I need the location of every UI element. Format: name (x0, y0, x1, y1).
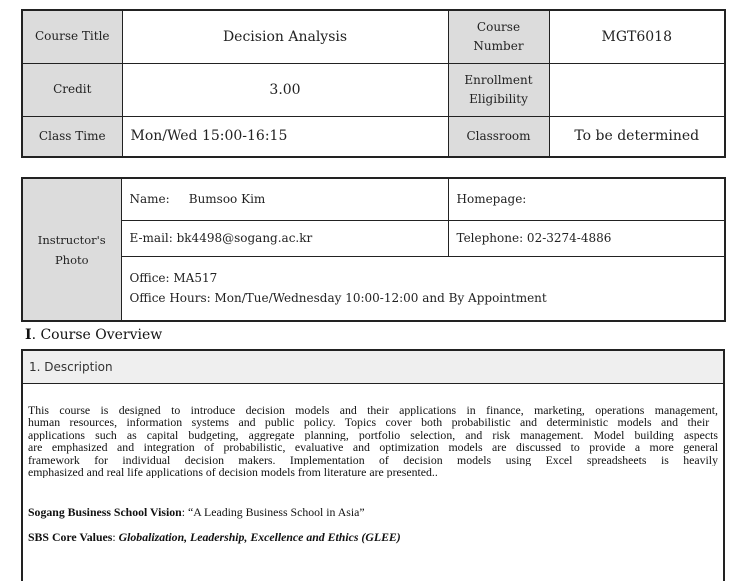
instructor-email[interactable]: E-mail: bk4498@sogang.ac.kr (121, 220, 448, 256)
instructor-photo (22, 178, 121, 321)
enrollment-label-line1: Enrollment (464, 72, 533, 87)
description-line: applications such as capital budgeting, aggregate planning, portfolio selection, and risk management. Model building aspects (28, 428, 718, 442)
description-header: 1. Description (23, 351, 723, 384)
classroom-value: To be determined (549, 116, 725, 157)
course-number-label-line1: Course (476, 19, 521, 34)
credit-label: Credit (22, 63, 122, 116)
course-title-label: Course Title (22, 10, 122, 63)
instructor-name: Name: Bumsoo Kim (121, 178, 448, 220)
photo-label-line1: Instructor's (37, 232, 106, 247)
enrollment-label (448, 63, 549, 116)
description-line: emphasized and real life applications of decision models from literature are presented.. (28, 465, 438, 479)
office-hours: Office Hours: Mon/Tue/Wednesday 10:00-12:00 and By Appointment (129, 291, 547, 306)
course-number-value: MGT6018 (549, 10, 725, 63)
course-title-value: Decision Analysis (122, 10, 448, 63)
core-values-label: SBS Core Values (28, 530, 113, 544)
course-number-label-line2: Number (473, 38, 524, 53)
credit-value: 3.00 (122, 63, 448, 116)
description-line: human resources, information systems and public policy. Topics cover both probabilistic and deterministic models and their (28, 416, 710, 429)
enrollment-value (549, 63, 725, 116)
section-title: . Course Overview (31, 327, 163, 343)
classroom-label: Classroom (448, 116, 549, 157)
enrollment-label-line2: Eligibility (469, 91, 528, 106)
description-line: This course is designed to introduce decision models and their applications in finance, marketing, operations management, (28, 404, 718, 417)
section-number: I (25, 327, 32, 343)
core-values-text: Globalization, Leadership, Excellence and Ethics (GLEE) (118, 530, 401, 544)
photo-label-line2: Photo (54, 252, 89, 267)
description-line: framework for individual decision makers. Implementation of decision models using Excel spreadsheets is heavily (28, 453, 718, 466)
course-info-table (21, 9, 726, 158)
description-body (28, 404, 718, 478)
office-location: Office: MA517 (129, 271, 218, 286)
description-box (21, 349, 725, 581)
class-time-value: Mon/Wed 15:00-16:15 (122, 116, 448, 157)
vision-label: Sogang Business School Vision (28, 505, 182, 519)
vision-statement (28, 505, 718, 520)
office-info (121, 256, 725, 321)
section-heading (25, 327, 162, 343)
instructor-homepage: Homepage: (448, 178, 725, 220)
core-values-statement (28, 530, 718, 545)
vision-text: : “A Leading Business School in Asia” (181, 505, 365, 519)
description-line: are emphasized and integration of probabilistic, evaluative and optimization models are discussed to provide a more general (28, 441, 718, 454)
core-values-sep: : (112, 530, 119, 544)
course-number-label (448, 10, 549, 63)
instructor-telephone: Telephone: 02-3274-4886 (448, 220, 725, 256)
instructor-table (21, 177, 726, 322)
class-time-label: Class Time (22, 116, 122, 157)
